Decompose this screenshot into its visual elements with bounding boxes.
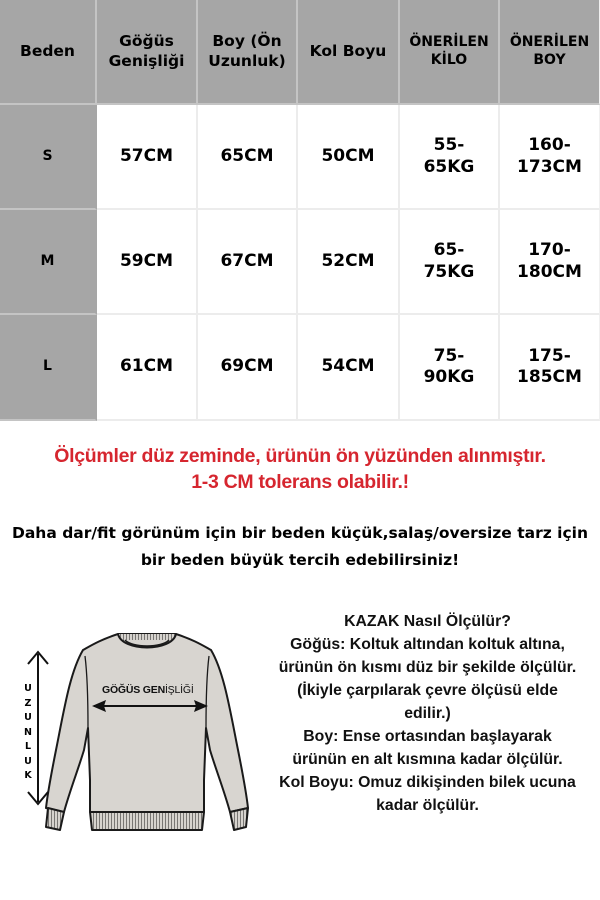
- measurement-note-line1: Ölçümler düz zeminde, ürünün ön yüzünden alınmıştır.: [54, 445, 546, 467]
- length-letter: U: [24, 755, 32, 767]
- weight-cell-l: [400, 315, 500, 421]
- how-to-line: edilir.): [404, 705, 451, 722]
- length-cell-s: 65CM: [198, 105, 298, 210]
- weight-value-s: 55-65KG: [423, 135, 475, 177]
- how-to-line: Göğüs: Koltuk altından koltuk altına,: [290, 636, 565, 653]
- header-recommended-height: [500, 0, 600, 105]
- how-to-line: ürünün ön kısmı düz bir şekilde ölçülür.: [278, 659, 577, 676]
- height-cell-l: [500, 315, 600, 421]
- how-to-measure: [255, 610, 600, 817]
- header-height-label: ÖNERİLEN BOY: [509, 34, 590, 68]
- header-sleeve-label: Kol Boyu: [309, 41, 387, 60]
- how-to-measure-title: KAZAK Nasıl Ölçülür?: [344, 613, 511, 630]
- chest-label-bold: GÖĞÜS GEN: [102, 684, 165, 696]
- sleeve-cell-l: 54CM: [298, 315, 400, 421]
- height-value-s: 160-173CM: [517, 135, 582, 177]
- header-sleeve: [298, 0, 400, 105]
- chest-cell-l: 61CM: [97, 315, 198, 421]
- how-to-line: Kol Boyu: Omuz dikişinden bilek ucuna: [279, 774, 576, 791]
- height-cell-m: [500, 210, 600, 315]
- header-chest-label: Göğüs Genişliği: [108, 32, 185, 70]
- measurement-note-line2: 1-3 CM tolerans olabilir.!: [191, 471, 409, 493]
- header-weight-label: ÖNERİLEN KİLO: [409, 34, 489, 68]
- how-to-line: Boy: Ense ortasından başlayarak: [303, 728, 552, 745]
- length-cell-l: 69CM: [198, 315, 298, 421]
- how-to-line: ürünün en alt kısmına kadar ölçülür.: [292, 751, 563, 768]
- length-letter: U: [24, 683, 32, 694]
- header-size-label: Beden: [20, 41, 75, 60]
- size-chart-table: [0, 0, 600, 421]
- chest-cell-s: 57CM: [97, 105, 198, 210]
- sweater-illustration: [0, 600, 260, 860]
- height-cell-s: [500, 105, 600, 210]
- length-letter: N: [24, 726, 32, 738]
- weight-value-m: 65-75KG: [423, 240, 475, 282]
- fit-advice-note: [0, 520, 600, 574]
- header-length: [198, 0, 298, 105]
- length-letter: K: [24, 770, 32, 781]
- length-vertical-label: [22, 682, 34, 784]
- fit-advice-line1: Daha dar/fit görünüm için bir beden küçük,salaş/oversize tarz için: [11, 524, 588, 542]
- how-to-line: (İkiyle çarpılarak çevre ölçüsü elde: [297, 682, 558, 699]
- height-value-l: 175-185CM: [517, 345, 582, 387]
- weight-cell-s: [400, 105, 500, 210]
- sweater-icon: [0, 600, 260, 860]
- length-cell-m: 67CM: [198, 210, 298, 315]
- chest-label-rest: İŞLİĞİ: [164, 684, 194, 696]
- measurement-note: [0, 443, 600, 495]
- sleeve-cell-s: 50CM: [298, 105, 400, 210]
- chest-width-label: [102, 684, 194, 696]
- sleeve-cell-m: 52CM: [298, 210, 400, 315]
- header-size: [0, 0, 97, 105]
- header-chest: [97, 0, 198, 105]
- length-letter: L: [24, 741, 32, 752]
- size-cell-l: L: [0, 315, 97, 421]
- how-to-line: kadar ölçülür.: [376, 797, 479, 814]
- header-recommended-weight: [400, 0, 500, 105]
- length-letter: U: [24, 712, 32, 723]
- length-letter: Z: [24, 697, 32, 709]
- weight-value-l: 75-90KG: [423, 345, 475, 387]
- weight-cell-m: [400, 210, 500, 315]
- size-cell-s: S: [0, 105, 97, 210]
- fit-advice-line2: bir beden büyük tercih edebilirsiniz!: [140, 551, 460, 569]
- chest-cell-m: 59CM: [97, 210, 198, 315]
- header-length-label: Boy (Ön Uzunluk): [208, 32, 286, 70]
- height-value-m: 170-180CM: [517, 240, 582, 282]
- size-cell-m: M: [0, 210, 97, 315]
